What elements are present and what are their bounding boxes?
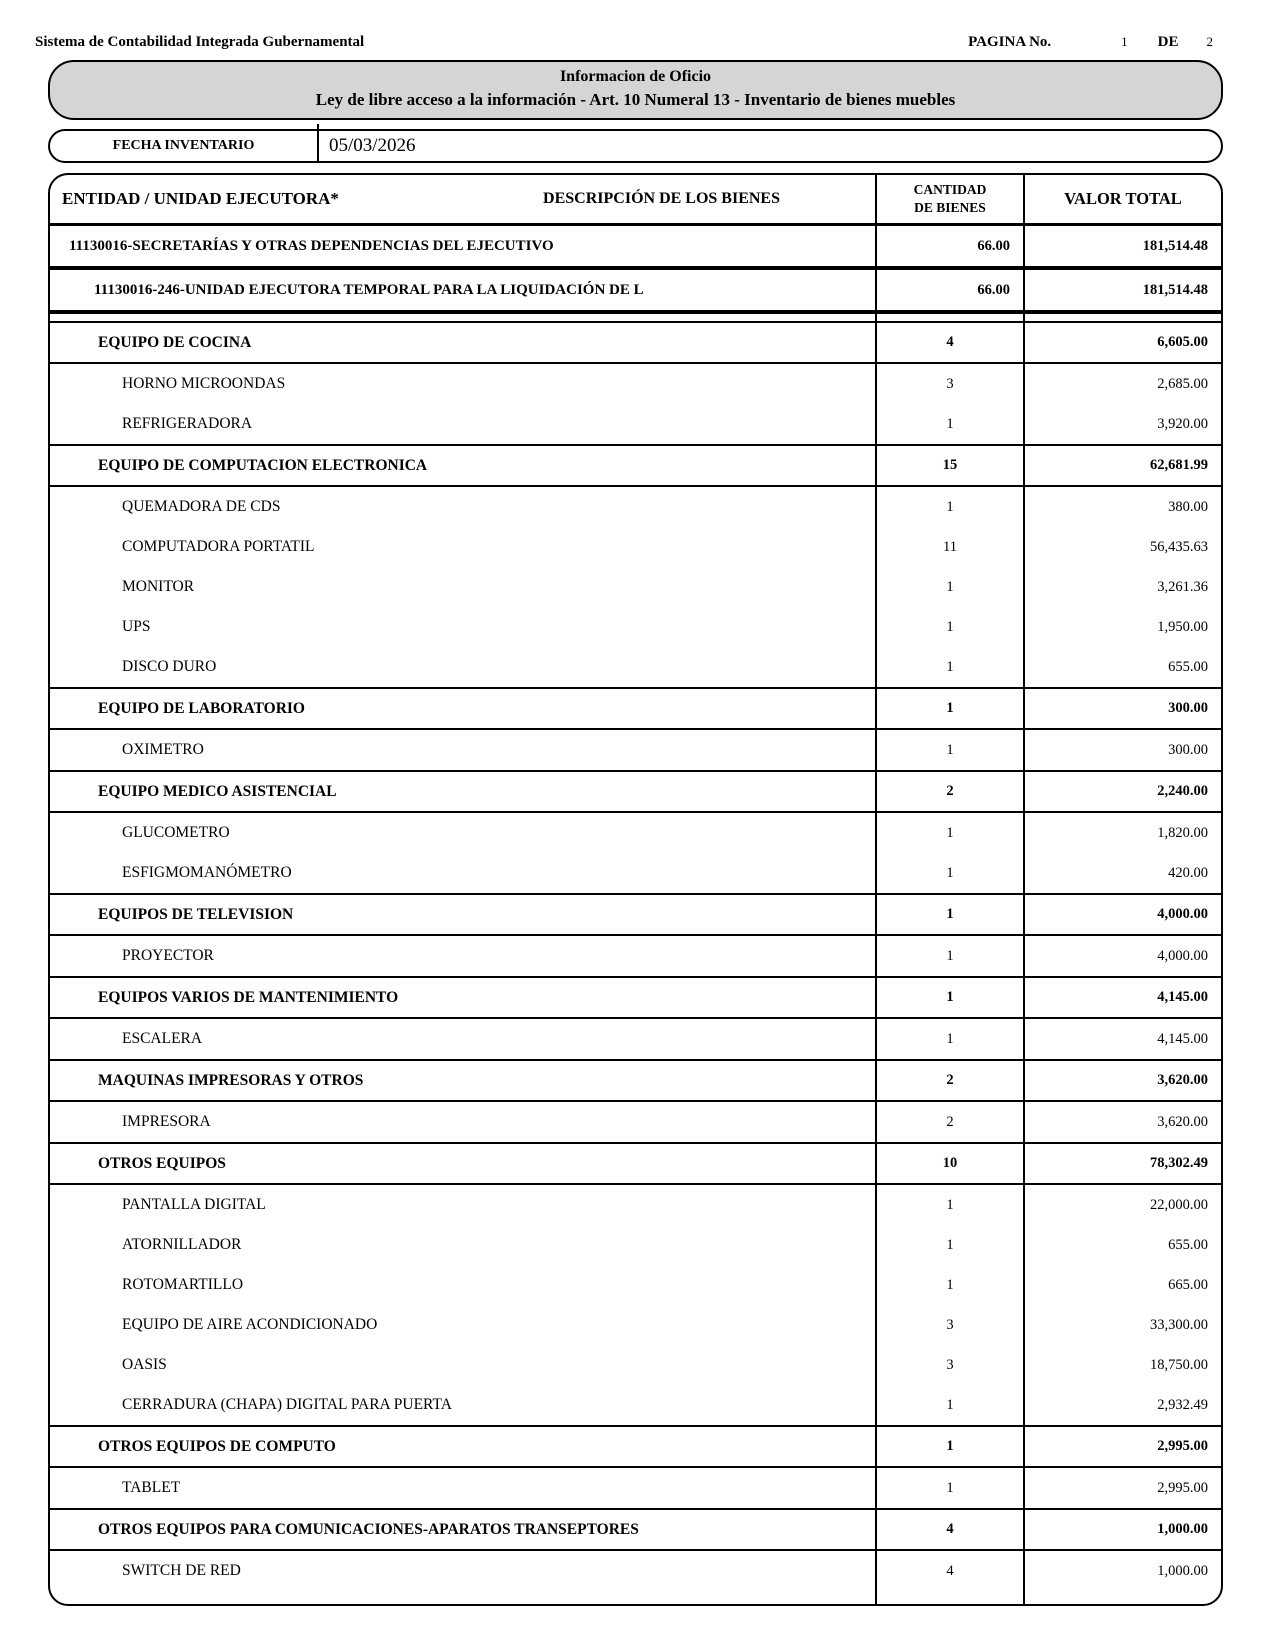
row-value: 380.00 [1168, 498, 1208, 515]
row-quantity: 1 [875, 1225, 1025, 1265]
row-description: EQUIPOS DE TELEVISION [98, 905, 294, 923]
header-cantidad-line1: CANTIDAD [913, 181, 987, 197]
table-row [50, 647, 1221, 687]
row-quantity: 1 [875, 487, 1025, 527]
banner-title: Informacion de Oficio [559, 68, 712, 85]
row-quantity: 1 [875, 1019, 1025, 1059]
table-row [50, 893, 1221, 936]
row-quantity: 2 [875, 1102, 1025, 1142]
inventory-date-value: 05/03/2026 [329, 135, 416, 156]
row-description: ESFIGMOMANÓMETRO [122, 864, 292, 881]
row-value: 300.00 [1168, 700, 1208, 716]
row-description: MONITOR [122, 578, 195, 595]
row-value: 4,145.00 [1157, 1030, 1208, 1047]
row-value: 78,302.49 [1150, 1155, 1208, 1171]
table-row [50, 730, 1221, 770]
row-value: 2,932.49 [1157, 1396, 1208, 1413]
row-value: 2,995.00 [1157, 1438, 1208, 1454]
row-value: 4,145.00 [1157, 989, 1208, 1005]
row-value: 33,300.00 [1150, 1316, 1208, 1333]
row-value: 300.00 [1168, 741, 1208, 758]
row-value: 3,620.00 [1157, 1113, 1208, 1130]
row-description: EQUIPO MEDICO ASISTENCIAL [98, 782, 337, 800]
row-value: 420.00 [1168, 864, 1208, 881]
row-value: 3,620.00 [1157, 1072, 1208, 1088]
row-description: OASIS [122, 1356, 167, 1373]
row-value: 3,261.36 [1157, 578, 1208, 595]
row-value: 181,514.48 [1142, 281, 1208, 298]
row-quantity: 66.00 [875, 270, 1025, 310]
row-value: 2,995.00 [1157, 1479, 1208, 1496]
row-quantity: 1 [875, 936, 1025, 976]
row-quantity: 1 [875, 567, 1025, 607]
page-number: 1 [1121, 34, 1128, 49]
table-row [50, 1551, 1221, 1591]
row-value: 665.00 [1168, 1276, 1208, 1293]
header-cantidad [875, 175, 1025, 223]
row-description: EQUIPO DE COCINA [98, 333, 252, 351]
row-description: 11130016-246-UNIDAD EJECUTORA TEMPORAL PARA LA LIQUIDACIÓN DE L [94, 281, 644, 298]
row-description: GLUCOMETRO [122, 824, 230, 841]
header-cantidad-line2: DE BIENES [914, 200, 986, 215]
row-quantity: 1 [875, 895, 1025, 934]
row-quantity: 1 [875, 404, 1025, 444]
row-value: 56,435.63 [1150, 538, 1208, 555]
system-title: Sistema de Contabilidad Integrada Gubernamental [35, 34, 365, 50]
inventory-table [48, 173, 1223, 1606]
table-row [50, 1142, 1221, 1185]
inventory-date-divider [317, 124, 319, 161]
row-quantity: 1 [875, 813, 1025, 853]
table-row [50, 687, 1221, 730]
row-value: 655.00 [1168, 658, 1208, 675]
table-row [50, 1185, 1221, 1225]
row-quantity: 11 [875, 527, 1025, 567]
row-description: REFRIGERADORA [122, 415, 253, 432]
row-description: PANTALLA DIGITAL [122, 1196, 266, 1213]
row-quantity: 1 [875, 730, 1025, 770]
row-description: EQUIPO DE COMPUTACION ELECTRONICA [98, 456, 428, 474]
row-quantity: 1 [875, 978, 1025, 1017]
row-value: 1,000.00 [1157, 1562, 1208, 1579]
table-row [50, 1305, 1221, 1345]
row-quantity: 1 [875, 689, 1025, 728]
row-quantity: 1 [875, 1427, 1025, 1466]
inventory-date-label: FECHA INVENTARIO [112, 138, 255, 153]
row-description: EQUIPOS VARIOS DE MANTENIMIENTO [98, 988, 399, 1006]
table-row [50, 1019, 1221, 1059]
table-row [50, 1225, 1221, 1265]
table-row [50, 1265, 1221, 1305]
table-row [50, 270, 1221, 314]
row-value: 181,514.48 [1142, 237, 1208, 254]
table-row [50, 364, 1221, 404]
top-header [0, 0, 1275, 51]
row-description: ESCALERA [122, 1030, 203, 1047]
table-row [50, 1468, 1221, 1508]
row-quantity: 2 [875, 772, 1025, 811]
row-description: CERRADURA (CHAPA) DIGITAL PARA PUERTA [122, 1396, 452, 1413]
table-row [50, 527, 1221, 567]
table-row [50, 853, 1221, 893]
row-description: OTROS EQUIPOS DE COMPUTO [98, 1437, 336, 1455]
row-description: COMPUTADORA PORTATIL [122, 538, 315, 555]
row-value: 2,240.00 [1157, 783, 1208, 799]
table-row [50, 607, 1221, 647]
row-value: 2,685.00 [1157, 375, 1208, 392]
table-body [50, 226, 1221, 1604]
row-quantity: 2 [875, 1061, 1025, 1100]
row-quantity: 1 [875, 607, 1025, 647]
table-gap-row [50, 314, 1221, 321]
row-description: IMPRESORA [122, 1113, 211, 1130]
row-description: 11130016-SECRETARÍAS Y OTRAS DEPENDENCIAS DEL EJECUTIVO [69, 237, 554, 254]
table-header-row [50, 175, 1221, 226]
row-value: 18,750.00 [1150, 1356, 1208, 1373]
row-description: EQUIPO DE AIRE ACONDICIONADO [122, 1316, 378, 1333]
info-banner [48, 60, 1223, 120]
row-description: ATORNILLADOR [122, 1236, 242, 1253]
row-quantity: 4 [875, 323, 1025, 362]
table-row [50, 1425, 1221, 1468]
row-description: PROYECTOR [122, 947, 214, 964]
table-row [50, 936, 1221, 976]
de-label: DE [1157, 34, 1179, 50]
header-col-description [50, 175, 875, 223]
banner-subtitle: Ley de libre acceso a la información - Art. 10 Numeral 13 - Inventario de bienes muebles [315, 90, 956, 109]
row-value: 6,605.00 [1157, 334, 1208, 350]
row-quantity: 15 [875, 446, 1025, 485]
row-value: 1,820.00 [1157, 824, 1208, 841]
header-entidad: ENTIDAD / UNIDAD EJECUTORA* [62, 189, 339, 208]
header-descripcion: DESCRIPCIÓN DE LOS BIENES [543, 190, 780, 207]
table-row [50, 567, 1221, 607]
row-quantity: 1 [875, 1265, 1025, 1305]
row-quantity: 66.00 [875, 226, 1025, 266]
row-description: HORNO MICROONDAS [122, 375, 286, 392]
row-value: 4,000.00 [1157, 906, 1208, 922]
row-quantity: 1 [875, 1385, 1025, 1425]
table-row [50, 487, 1221, 527]
row-quantity: 3 [875, 364, 1025, 404]
row-description: QUEMADORA DE CDS [122, 498, 281, 515]
table-row [50, 444, 1221, 487]
row-value: 1,000.00 [1157, 1521, 1208, 1537]
table-row [50, 1385, 1221, 1425]
table-bottom-filler [50, 1591, 1221, 1604]
row-value: 22,000.00 [1150, 1196, 1208, 1213]
table-row [50, 813, 1221, 853]
inventory-date-box [48, 129, 1223, 163]
table-row [50, 404, 1221, 444]
row-quantity: 3 [875, 1305, 1025, 1345]
row-description: TABLET [122, 1479, 181, 1496]
report-content [48, 60, 1223, 1606]
row-quantity: 3 [875, 1345, 1025, 1385]
table-row [50, 226, 1221, 270]
table-row [50, 770, 1221, 813]
row-description: OXIMETRO [122, 741, 204, 758]
row-description: SWITCH DE RED [122, 1562, 241, 1579]
table-row [50, 1059, 1221, 1102]
table-row [50, 1102, 1221, 1142]
row-value: 62,681.99 [1150, 457, 1208, 473]
pagina-label: PAGINA No. [968, 34, 1052, 50]
row-quantity: 4 [875, 1510, 1025, 1549]
page-indicator [968, 34, 1213, 51]
table-row [50, 976, 1221, 1019]
row-description: UPS [122, 618, 151, 635]
row-description: EQUIPO DE LABORATORIO [98, 699, 305, 717]
row-value: 655.00 [1168, 1236, 1208, 1253]
row-description: ROTOMARTILLO [122, 1276, 244, 1293]
page-total: 2 [1206, 34, 1213, 49]
table-row [50, 321, 1221, 364]
table-row [50, 1508, 1221, 1551]
row-quantity: 10 [875, 1144, 1025, 1183]
row-description: OTROS EQUIPOS [98, 1154, 226, 1172]
row-quantity: 1 [875, 853, 1025, 893]
row-value: 4,000.00 [1157, 947, 1208, 964]
row-quantity: 1 [875, 647, 1025, 687]
row-value: 1,950.00 [1157, 618, 1208, 635]
row-description: DISCO DURO [122, 658, 217, 675]
row-description: MAQUINAS IMPRESORAS Y OTROS [98, 1071, 364, 1089]
table-row [50, 1345, 1221, 1385]
row-value: 3,920.00 [1157, 415, 1208, 432]
row-quantity: 4 [875, 1551, 1025, 1591]
row-quantity: 1 [875, 1185, 1025, 1225]
row-description: OTROS EQUIPOS PARA COMUNICACIONES-APARATOS TRANSEPTORES [98, 1520, 639, 1538]
header-valor: VALOR TOTAL [1064, 189, 1182, 208]
row-quantity: 1 [875, 1468, 1025, 1508]
